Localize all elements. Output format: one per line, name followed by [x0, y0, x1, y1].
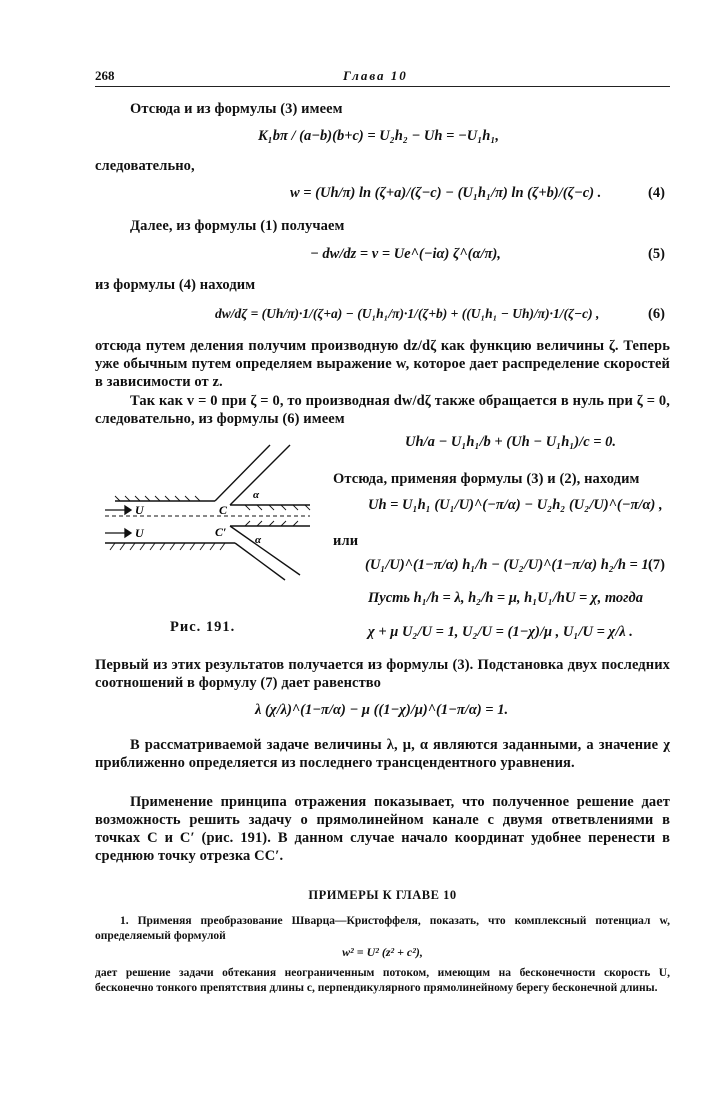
fig-label-alpha-lower: α [255, 534, 262, 546]
section-title: ПРИМЕРЫ К ГЛАВЕ 10 [308, 888, 457, 902]
example-1-text-continued: дает решение задачи обтекания неограниченным потоком, имеющим на бесконечности скорость U, бесконечно тонкого препятствия длины c, перпендикулярного прямолинейному берегу бесконечной длины. [95, 967, 670, 994]
paragraph-6: Так как v = 0 при ζ = 0, то производная dw/dζ также обращается в нуль при ζ = 0, следовательно, из формулы (6) имеем [95, 393, 670, 427]
equation-a: K₁bπ / (a−b)(b+c) = U₂h₂ − Uh = −U₁h₁, [258, 128, 500, 144]
lower-branch-wall-b [235, 543, 285, 580]
paragraph-5: отсюда путем деления получим производную dz/dζ как функцию величины ζ. Теперь уже обычным путем определяем выражение w, которое дает распределение скоростей в зависимости от z. [95, 338, 670, 390]
paragraph-9: Пусть h₁/h = λ, h₂/h = μ, h₁U₁/hU = χ, тогда [368, 590, 643, 606]
equation-4-number: (4) [648, 185, 665, 201]
equation-c: Uh = U₁h₁ (U₁/U)^(−π/α) − U₂h₂ (U₂/U)^(−π/α) , [368, 497, 663, 513]
paragraph-4: из формулы (4) находим [95, 277, 256, 293]
equation-7: (U₁/U)^(1−π/α) h₁/h − (U₂/U)^(1−π/α) h₂/h = 1. [365, 557, 653, 573]
figure-191 [95, 440, 325, 590]
equation-6-number: (6) [648, 306, 665, 322]
equation-7-number: (7) [648, 557, 665, 573]
fig-label-alpha-upper: α [253, 489, 260, 501]
paragraph-7: Отсюда, применяя формулы (3) и (2), находим [333, 471, 640, 487]
paragraph-8: или [333, 533, 359, 549]
figure-caption: Рис. 191. [170, 619, 236, 635]
equation-6: dw/dζ = (Uh/π)·1/(ζ+a) − (U₁h₁/π)·1/(ζ+b) + ((U₁h₁ − Uh)/π)·1/(ζ−c) , [215, 306, 600, 321]
equation-5-number: (5) [648, 246, 665, 262]
equation-d: χ + μ U₂/U = 1, U₂/U = (1−χ)/μ , U₁/U = χ/λ . [368, 624, 633, 640]
header-rule [95, 86, 670, 87]
paragraph-10: Первый из этих результатов получается из формулы (3). Подстановка двух последних соотношений в формулу (7) дает равенство [95, 657, 670, 691]
equation-5: − dw/dz = v = Ue^(−iα) ζ^(α/π), [310, 246, 501, 262]
fig-label-c-prime: C′ [215, 525, 227, 539]
page-number: 268 [95, 68, 115, 83]
equation-4: w = (Uh/π) ln (ζ+a)/(ζ−c) − (U₁h₁/π) ln (ζ+b)/(ζ−c) . [290, 185, 602, 201]
fig-label-c: C [219, 503, 228, 517]
example-1-equation: w² = U² (z² + c²), [342, 945, 423, 959]
equation-b: Uh/a − U₁h₁/b + (Uh − U₁h₁)/c = 0. [405, 434, 617, 450]
upper-branch-wall-b [230, 445, 290, 505]
paragraph-2: следовательно, [95, 158, 195, 174]
example-1-text: 1. Применяя преобразование Шварца—Кристоффеля, показать, что комплексный потенциал w, определяемый формулой [95, 915, 670, 942]
paragraph-11: В рассматриваемой задаче величины λ, μ, α являются заданными, а значение χ приближенно определяется из последнего трансцендентного уравнения. [95, 737, 670, 771]
paragraph-3: Далее, из формулы (1) получаем [130, 218, 345, 234]
paragraph-1: Отсюда и из формулы (3) имеем [130, 101, 343, 117]
paragraph-12: Применение принципа отражения показывает, что полученное решение дает возможность решить задачу о прямолинейном канале с двумя ответвлениями в точках C и C′ (рис. 191). В данном случае начало координат удобнее перенести в среднюю точку отрезка CC′. [95, 794, 670, 864]
equation-e: λ (χ/λ)^(1−π/α) − μ ((1−χ)/μ)^(1−π/α) = 1. [255, 702, 509, 718]
lower-branch-wall-a [230, 526, 300, 575]
fig-label-u-lower: U [135, 526, 144, 540]
running-header: Глава 10 [343, 68, 408, 83]
fig-label-u-upper: U [135, 503, 144, 517]
